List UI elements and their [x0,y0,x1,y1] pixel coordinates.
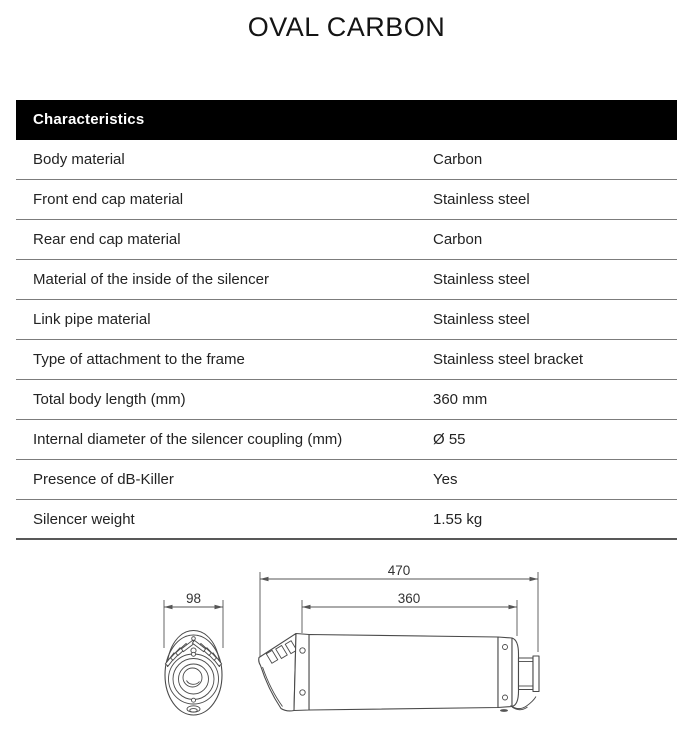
row-label: Silencer weight [33,510,135,528]
row-value: Stainless steel [433,311,530,328]
table-row [16,300,677,340]
table-row [16,180,677,220]
row-label: Type of attachment to the frame [33,351,245,368]
table-row [16,460,677,500]
row-label: Body material [33,151,125,168]
silencer-front-view [165,631,222,716]
page-title: OVAL CARBON [247,12,446,42]
table-row [16,220,677,260]
table-row [16,500,677,540]
technical-drawing [0,554,693,739]
row-value: Stainless steel [433,191,530,208]
row-value: Stainless steel bracket [433,351,584,368]
dim-label-360: 360 [397,591,421,606]
silencer-side-view [259,634,539,712]
row-label: Front end cap material [33,191,184,208]
table-row [16,420,677,460]
side-front-band [294,634,309,711]
dim-label-470: 470 [387,563,411,578]
row-label: Internal diameter of the silencer coupling (mm) [33,431,343,448]
dim-label-98: 98 [185,591,202,606]
row-value: 1.55 kg [433,510,483,528]
dimension-body-length [302,591,517,636]
row-value: Yes [433,471,458,488]
row-label: Rear end cap material [33,231,181,248]
row-label: Total body length (mm) [33,391,186,408]
table-row [16,380,677,420]
row-label: Presence of dB-Killer [33,471,174,488]
side-outlet-pipe [519,656,540,692]
row-label: Material of the inside of the silencer [33,271,269,288]
table-row [16,340,677,380]
front-bottom-clamp [187,706,200,712]
table-row [16,260,677,300]
side-rear-cap [512,638,519,707]
row-value: Carbon [433,151,483,168]
table-row [16,140,677,180]
row-value: Ø 55 [433,431,466,448]
row-value: 360 mm [433,391,488,408]
row-label: Link pipe material [33,311,151,328]
characteristics-table [16,100,677,540]
row-value: Stainless steel [433,271,530,288]
table-body [16,140,677,540]
row-value: Carbon [433,231,483,248]
table-header: Characteristics [16,100,677,140]
side-body [309,635,498,711]
